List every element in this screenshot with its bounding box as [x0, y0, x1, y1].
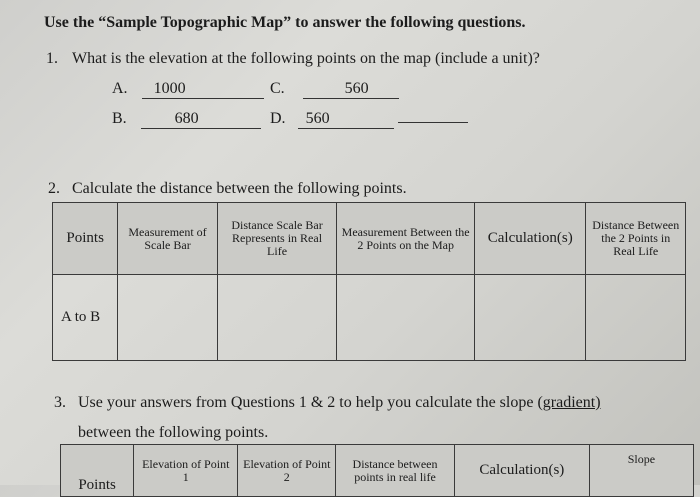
q1-value-d: 560 [298, 110, 394, 129]
q1-label-a: A. [112, 80, 128, 97]
question-2 [48, 180, 407, 198]
q1-answer-a [112, 80, 264, 99]
q1-value-b: 680 [141, 110, 261, 129]
q1-label-b: B. [112, 110, 127, 127]
slope-header-distance: Distance between points in real life [336, 445, 455, 497]
question-3-continued [78, 424, 268, 442]
question-2-text: Calculate the distance between the following points. [72, 180, 407, 197]
question-3-text: Use your answers from Questions 1 & 2 to help you calculate the slope ( [78, 394, 543, 411]
distance-header-points: Points [53, 203, 118, 275]
distance-cell-scale-bar [118, 275, 217, 361]
question-1 [46, 50, 540, 68]
distance-row-points: A to B [53, 275, 118, 361]
distance-cell-calculations [474, 275, 586, 361]
slope-table [60, 444, 694, 497]
question-3-underlined: gradient) [542, 394, 601, 411]
distance-table [52, 202, 686, 361]
question-3-number: 3. [54, 394, 66, 411]
q1-label-d: D. [270, 110, 286, 127]
question-1-number: 1. [46, 50, 58, 67]
distance-header-scale-real: Distance Scale Bar Represents in Real Life [217, 203, 337, 275]
q1-answer-b [112, 110, 261, 129]
distance-cell-scale-real [217, 275, 337, 361]
q1-value-d-line [398, 122, 468, 123]
question-3 [54, 394, 601, 412]
distance-header-map-measurement: Measurement Between the 2 Points on the Map [337, 203, 475, 275]
slope-header-elevation-2: Elevation of Point 2 [238, 445, 336, 497]
q1-label-c: C. [270, 80, 285, 97]
table-row [53, 275, 686, 361]
question-2-number: 2. [48, 180, 60, 197]
question-1-text: What is the elevation at the following points on the map (include a unit)? [72, 50, 540, 67]
distance-header-real-distance: Distance Between the 2 Points in Real Life [586, 203, 686, 275]
distance-header-scale-bar: Measurement of Scale Bar [118, 203, 217, 275]
slope-header-elevation-1: Elevation of Point 1 [134, 445, 238, 497]
distance-header-calculations: Calculation(s) [474, 203, 586, 275]
q1-value-c: 560 [303, 80, 399, 99]
distance-cell-real-distance [586, 275, 686, 361]
q1-answer-d [270, 110, 468, 129]
slope-header-slope: Slope [589, 445, 693, 497]
q1-value-a: 1000 [142, 80, 264, 99]
q1-answer-c [270, 80, 399, 99]
slope-header-calculations: Calculation(s) [454, 445, 589, 497]
worksheet-heading: Use the “Sample Topographic Map” to answer the following questions. [44, 14, 526, 31]
slope-header-points: Points [61, 445, 134, 497]
distance-cell-map-measurement [337, 275, 475, 361]
question-3-text-b: between the following points. [78, 424, 269, 441]
